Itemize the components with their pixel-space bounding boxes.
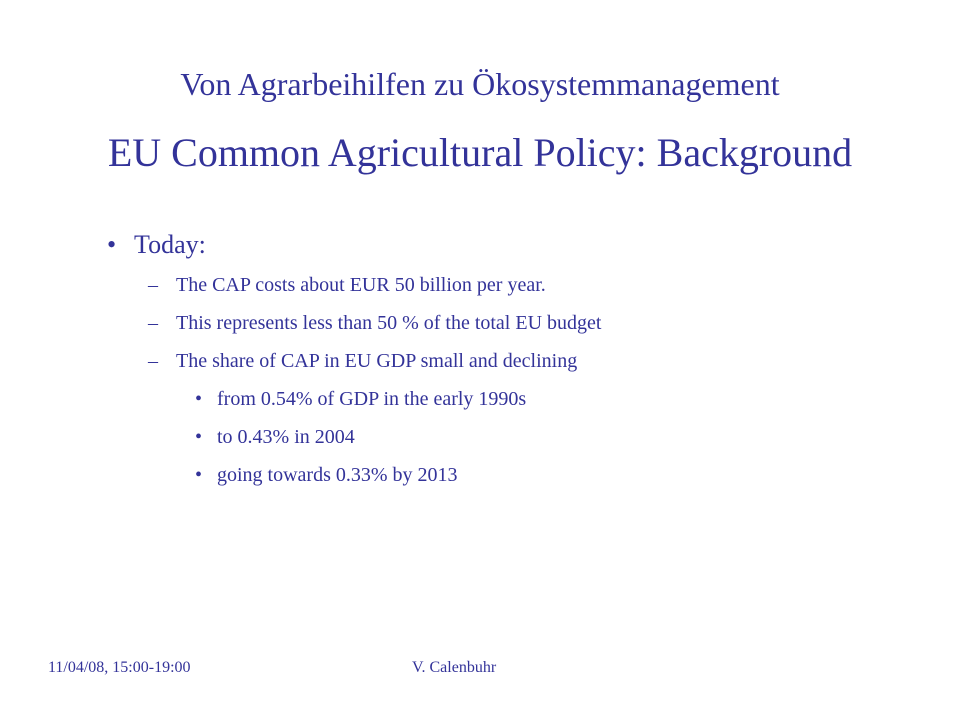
slide-supertitle: Von Agrarbeihilfen zu Ökosystemmanagement xyxy=(180,66,780,102)
bullet-marker: • xyxy=(195,388,203,410)
bullet-text: Today: xyxy=(134,230,206,259)
bullet-marker: • xyxy=(195,426,203,448)
slide-title: EU Common Agricultural Policy: Background xyxy=(107,130,853,175)
footer-author: V. Calenbuhr xyxy=(412,659,497,676)
sub-item-text: The share of CAP in EU GDP small and declining xyxy=(176,350,578,372)
dash-marker: – xyxy=(148,274,158,296)
bullet-item-today xyxy=(0,226,960,268)
sub-item-text: This represents less than 50 % of the total EU budget xyxy=(176,312,602,334)
dash-marker: – xyxy=(148,350,158,372)
slide-content xyxy=(0,226,960,496)
sub-item-text: The CAP costs about EUR 50 billion per year. xyxy=(176,274,546,296)
sub-sub-item-2013 xyxy=(0,458,960,496)
sub-item-cap-costs xyxy=(0,268,960,306)
sub-sub-item-text: from 0.54% of GDP in the early 1990s xyxy=(217,388,527,410)
bullet-marker: • xyxy=(195,464,203,486)
bullet-marker: • xyxy=(107,230,117,259)
dash-marker: – xyxy=(148,312,158,334)
sub-item-gdp-share xyxy=(0,344,960,382)
sub-item-budget-share xyxy=(0,306,960,344)
sub-sub-item-text: to 0.43% in 2004 xyxy=(217,426,355,448)
footer-date: 11/04/08, 15:00-19:00 xyxy=(48,659,191,676)
sub-sub-item-text: going towards 0.33% by 2013 xyxy=(217,464,458,486)
sub-sub-item-1990s xyxy=(0,382,960,420)
sub-sub-item-2004 xyxy=(0,420,960,458)
